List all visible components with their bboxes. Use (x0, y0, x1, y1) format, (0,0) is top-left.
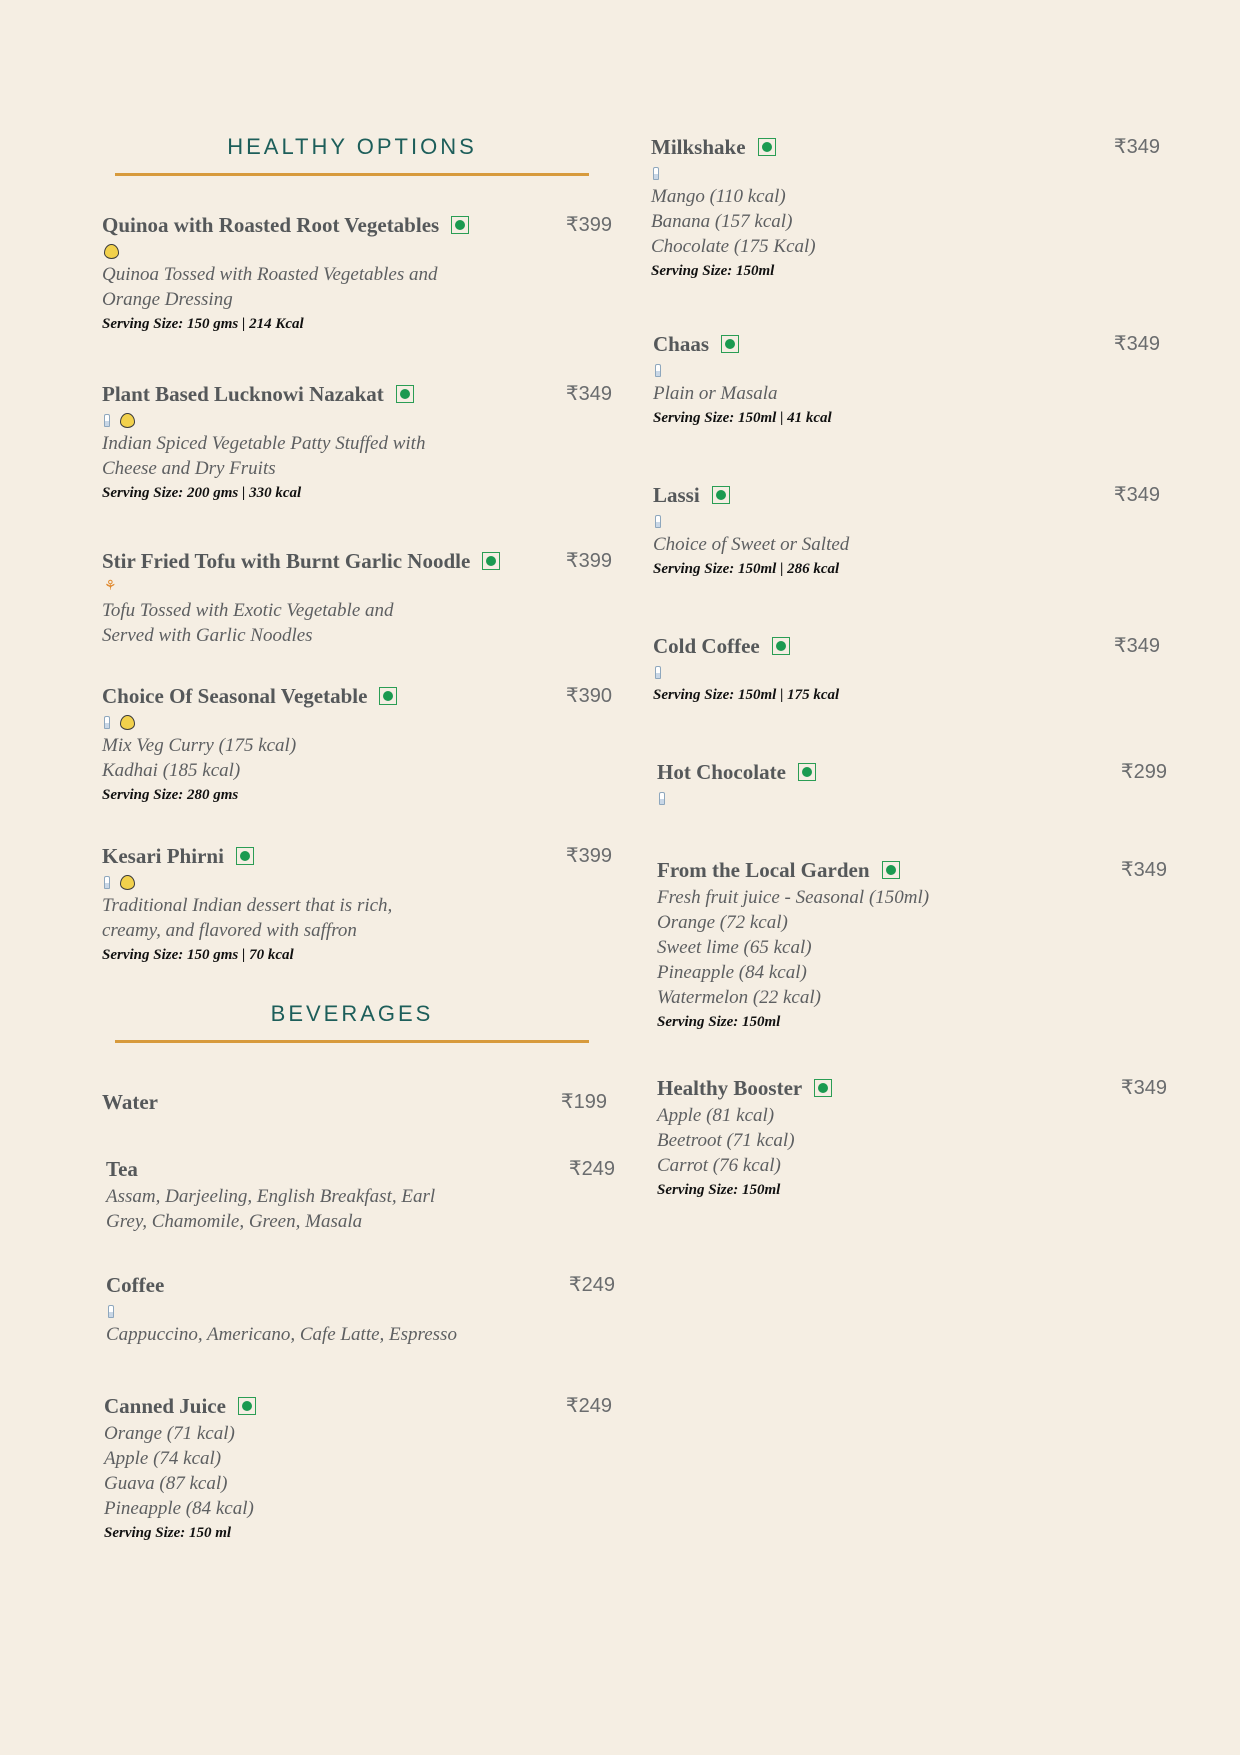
item-header (102, 681, 612, 711)
serving-size: Serving Size: 150ml (657, 1014, 781, 1030)
allergen-icons (104, 409, 612, 431)
item-price: ₹349 (1113, 136, 1160, 158)
menu-item (657, 757, 1167, 809)
item-header (657, 855, 1167, 885)
nut-icon (120, 413, 135, 428)
menu-item (106, 1270, 615, 1347)
item-header (102, 546, 612, 576)
menu-item (102, 210, 612, 335)
veg-mark-icon (482, 552, 500, 570)
menu-item (657, 1073, 1167, 1201)
nut-icon (104, 244, 119, 259)
item-description: Carrot (76 kcal) (657, 1155, 781, 1176)
item-description: Indian Spiced Vegetable Patty Stuffed with (102, 433, 426, 454)
section-title-healthy-options: HEALTHY OPTIONS (227, 134, 477, 159)
milk-icon (653, 167, 659, 180)
menu-item (102, 1087, 607, 1117)
item-name: Coffee (106, 1272, 165, 1297)
veg-mark-icon (712, 486, 730, 504)
menu-item (651, 132, 1160, 282)
item-price: ₹249 (568, 1158, 615, 1180)
serving-size: Serving Size: 150ml | 175 kcal (653, 687, 840, 703)
gluten-icon: ⚘ (104, 579, 117, 594)
menu-item (657, 855, 1167, 1033)
item-description: Beetroot (71 kcal) (657, 1130, 795, 1151)
item-price: ₹349 (1120, 1077, 1167, 1099)
item-description: Served with Garlic Noodles (102, 625, 313, 646)
milk-icon (655, 666, 661, 679)
menu-item (102, 841, 612, 966)
veg-mark-icon (758, 138, 776, 156)
section-divider (115, 1040, 589, 1043)
item-price: ₹390 (565, 685, 612, 707)
item-description: Cappuccino, Americano, Cafe Latte, Espresso (106, 1324, 457, 1345)
item-header (653, 329, 1160, 359)
item-price: ₹249 (565, 1395, 612, 1417)
item-description: Choice of Sweet or Salted (653, 534, 850, 555)
item-name: Healthy Booster (657, 1075, 803, 1100)
milk-icon (104, 414, 110, 427)
item-name: Quinoa with Roasted Root Vegetables (102, 212, 440, 237)
item-header (653, 631, 1160, 661)
serving-size: Serving Size: 150 ml (104, 1525, 232, 1541)
serving-size: Serving Size: 200 gms | 330 kcal (102, 485, 302, 501)
item-description: Tofu Tossed with Exotic Vegetable and (102, 600, 394, 621)
serving-size: Serving Size: 150ml (651, 263, 775, 279)
item-price: ₹399 (565, 845, 612, 867)
item-description: Mango (110 kcal) (651, 186, 786, 207)
item-name: Kesari Phirni (102, 843, 224, 868)
item-header (106, 1270, 615, 1300)
veg-mark-icon (798, 763, 816, 781)
item-description: Banana (157 kcal) (651, 211, 793, 232)
item-description: Watermelon (22 kcal) (657, 987, 821, 1008)
menu-item (653, 631, 1160, 706)
item-description: Pineapple (84 kcal) (104, 1498, 254, 1519)
serving-size: Serving Size: 150ml | 41 kcal (653, 410, 832, 426)
allergen-icons (104, 576, 612, 598)
item-description: Plain or Masala (653, 383, 778, 404)
section-divider (115, 173, 589, 176)
item-description: Grey, Chamomile, Green, Masala (106, 1211, 363, 1232)
item-price: ₹349 (565, 383, 612, 405)
item-header (104, 1391, 612, 1421)
item-description: Mix Veg Curry (175 kcal) (102, 735, 297, 756)
menu-item (653, 480, 1160, 580)
veg-mark-icon (379, 687, 397, 705)
item-name: Choice Of Seasonal Vegetable (102, 683, 368, 708)
item-description: Assam, Darjeeling, English Breakfast, Earl (106, 1186, 436, 1207)
item-header (653, 480, 1160, 510)
item-name: Cold Coffee (653, 633, 760, 658)
milk-icon (108, 1305, 114, 1318)
item-price: ₹249 (568, 1274, 615, 1296)
milk-icon (104, 876, 110, 889)
serving-size: Serving Size: 150ml (657, 1182, 781, 1198)
menu-item (102, 681, 612, 806)
item-description: Chocolate (175 Kcal) (651, 236, 816, 257)
item-header (106, 1154, 615, 1184)
item-header (657, 757, 1167, 787)
item-description: creamy, and flavored with saffron (102, 920, 357, 941)
item-price: ₹349 (1113, 484, 1160, 506)
allergen-icons (655, 359, 1160, 381)
item-description: Guava (87 kcal) (104, 1473, 228, 1494)
item-header (657, 1073, 1167, 1103)
section-title-beverages: BEVERAGES (270, 1001, 434, 1026)
item-name: Chaas (653, 331, 710, 356)
serving-size: Serving Size: 150ml | 286 kcal (653, 561, 840, 577)
item-price: ₹399 (565, 550, 612, 572)
item-header (102, 210, 612, 240)
allergen-icons (659, 787, 1167, 809)
veg-mark-icon (882, 861, 900, 879)
milk-icon (659, 792, 665, 805)
item-description: Traditional Indian dessert that is rich, (102, 895, 393, 916)
item-name: From the Local Garden (657, 857, 870, 882)
item-description: Orange (71 kcal) (104, 1423, 235, 1444)
allergen-icons (653, 162, 1160, 184)
item-description: Fresh fruit juice - Seasonal (150ml) (657, 887, 930, 908)
veg-mark-icon (238, 1397, 256, 1415)
milk-icon (104, 716, 110, 729)
item-name: Lassi (653, 482, 700, 507)
menu-item (106, 1154, 615, 1234)
item-name: Hot Chocolate (657, 759, 786, 784)
item-price: ₹299 (1120, 761, 1167, 783)
menu-item (653, 329, 1160, 429)
item-header (102, 379, 612, 409)
allergen-icons (655, 510, 1160, 532)
allergen-icons (104, 240, 612, 262)
item-name: Tea (106, 1156, 138, 1181)
item-name: Plant Based Lucknowi Nazakat (102, 381, 384, 406)
serving-size: Serving Size: 150 gms | 70 kcal (102, 947, 294, 963)
item-name: Stir Fried Tofu with Burnt Garlic Noodle (102, 548, 471, 573)
allergen-icons (655, 661, 1160, 683)
item-header (651, 132, 1160, 162)
veg-mark-icon (772, 637, 790, 655)
item-price: ₹349 (1113, 635, 1160, 657)
menu-item (102, 546, 612, 648)
item-description: Orange (72 kcal) (657, 912, 788, 933)
item-description: Cheese and Dry Fruits (102, 458, 276, 479)
item-price: ₹199 (560, 1091, 607, 1113)
nut-icon (120, 875, 135, 890)
item-name: Milkshake (651, 134, 746, 159)
item-description: Apple (81 kcal) (657, 1105, 775, 1126)
serving-size: Serving Size: 150 gms | 214 Kcal (102, 316, 304, 332)
item-description: Sweet lime (65 kcal) (657, 937, 812, 958)
allergen-icons (104, 711, 612, 733)
menu-item (102, 379, 612, 504)
item-price: ₹349 (1113, 333, 1160, 355)
item-description: Quinoa Tossed with Roasted Vegetables and (102, 264, 438, 285)
veg-mark-icon (236, 847, 254, 865)
item-price: ₹399 (565, 214, 612, 236)
veg-mark-icon (814, 1079, 832, 1097)
menu-item (104, 1391, 612, 1544)
veg-mark-icon (721, 335, 739, 353)
milk-icon (655, 515, 661, 528)
serving-size: Serving Size: 280 gms (102, 787, 239, 803)
item-description: Pineapple (84 kcal) (657, 962, 807, 983)
item-price: ₹349 (1120, 859, 1167, 881)
veg-mark-icon (451, 216, 469, 234)
item-name: Water (102, 1089, 158, 1114)
item-header (102, 1087, 607, 1117)
item-header (102, 841, 612, 871)
item-name: Canned Juice (104, 1393, 226, 1418)
item-description: Orange Dressing (102, 289, 233, 310)
allergen-icons (104, 871, 612, 893)
item-description: Kadhai (185 kcal) (102, 760, 241, 781)
allergen-icons (108, 1300, 615, 1322)
milk-icon (655, 364, 661, 377)
nut-icon (120, 715, 135, 730)
veg-mark-icon (396, 385, 414, 403)
item-description: Apple (74 kcal) (104, 1448, 222, 1469)
